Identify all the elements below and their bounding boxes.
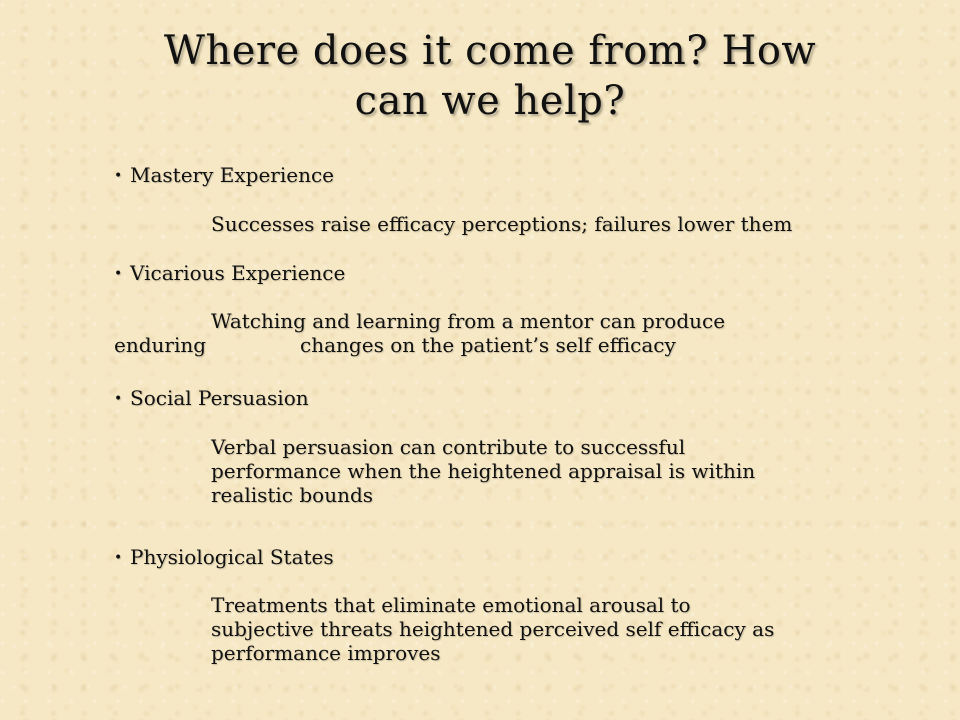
detail-line: Watching and learning from a mentor can produce: [211, 309, 726, 333]
slide-title: [100, 26, 880, 126]
bullet-dot-icon: •: [114, 391, 123, 407]
bullet-heading: Vicarious Experience: [130, 261, 346, 285]
detail-line: Successes raise efficacy perceptions; failures lower them: [211, 212, 793, 236]
detail-line-start: enduring: [114, 333, 207, 357]
detail-line: realistic bounds: [211, 483, 374, 507]
detail-line-wrapped: [114, 333, 834, 357]
detail-mastery-experience: [211, 212, 831, 236]
bullet-vicarious-experience: [114, 261, 345, 286]
slide-title-line-2: can we help?: [354, 78, 626, 124]
bullet-heading: Mastery Experience: [130, 163, 334, 187]
detail-physiological-states: [211, 593, 831, 665]
bullet-heading: Social Persuasion: [130, 386, 309, 410]
bullet-heading: Physiological States: [130, 545, 334, 569]
slide-title-line-1: Where does it come from? How: [163, 28, 817, 74]
bullet-dot-icon: •: [114, 550, 123, 566]
bullet-dot-icon: •: [114, 266, 123, 282]
detail-line: Verbal persuasion can contribute to successful: [211, 435, 686, 459]
bullet-social-persuasion: [114, 386, 309, 411]
bullet-mastery-experience: [114, 163, 334, 188]
detail-line: performance improves: [211, 641, 441, 665]
detail-vicarious-experience: [114, 309, 834, 357]
detail-line: Treatments that eliminate emotional arousal to: [211, 593, 691, 617]
detail-social-persuasion: [211, 435, 831, 507]
detail-line: performance when the heightened appraisal is within: [211, 459, 756, 483]
bullet-physiological-states: [114, 545, 334, 570]
detail-line: subjective threats heightened perceived self efficacy as: [211, 617, 775, 641]
detail-line-end: changes on the patient’s self efficacy: [300, 333, 676, 357]
bullet-dot-icon: •: [114, 168, 123, 184]
